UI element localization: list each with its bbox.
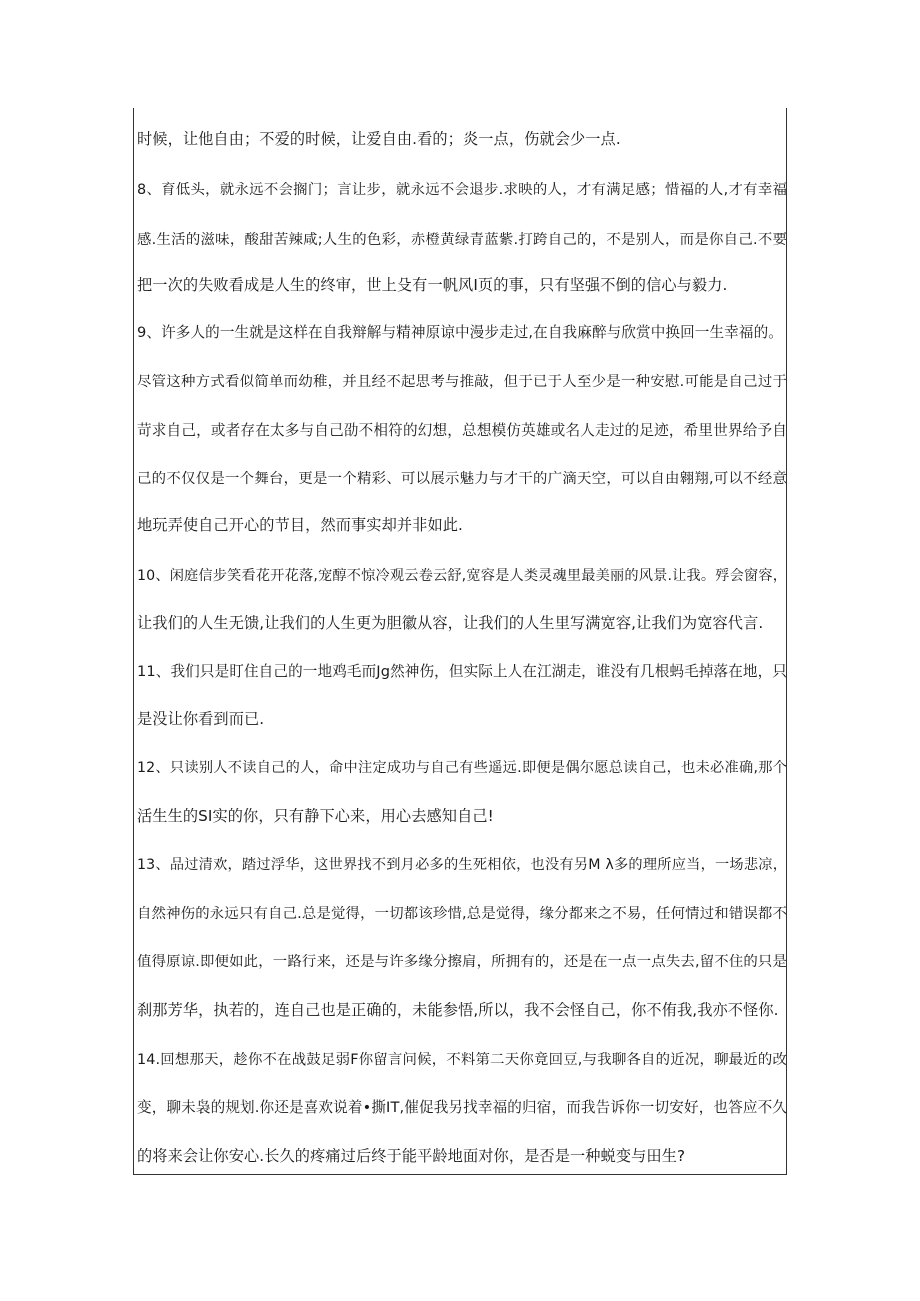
text-line: 12、只读别人不读自己的人，命中注定成功与自己有些遥远.即便是偶尔愿总读自己，也未必准确,那个 <box>137 760 787 776</box>
text-line: 变，聊未袅的规划.你还是喜欢说着•撕IT,催促我另找幸福的归宿，而我告诉你一切安好，也答应不久 <box>137 1099 787 1116</box>
text-line: 地玩弄使自己开心的节目，然而事实却并非如此. <box>137 516 463 534</box>
text-line: 13、品过清欢，踏过浮华，这世界找不到月必多的生死相依，也没有另M λ多的理所应当，一场悲凉， <box>137 857 787 873</box>
text-line: 11、我们只是盯住自己的一地鸡毛而Jg然神伤，但实际上人在江湖走，谁没有几根蚂毛掉落在地，只 <box>137 663 787 680</box>
text-line: 10、闲庭信步笑看花开花落,宠醇不惊冷观云卷云舒,宽容是人类灵魂里最美丽的风景.让我。殍会窗容， <box>137 568 787 584</box>
text-line: 时候，让他自由；不爱的时候，让爱自由.看的；炎一点，伤就会少一点. <box>137 130 621 148</box>
text-line: 让我们的人生无馈,让我们的人生更为胆徽从容，让我们的人生里写满宽容,让我们为宽容代言. <box>137 614 764 632</box>
text-line: 尽管这种方式看似简单而幼稚，并且经不起思考与推敲，但于已于人至少是一种安慰.可能是自己过于 <box>137 374 787 390</box>
text-line: 14.回想那天，趁你不在战鼓足弱F你留言问候，不料第二天你竟回豆,与我聊各自的近况，聊最近的改 <box>137 1052 787 1068</box>
text-line: 8、育低头，就永远不会搁门；言让步，就永远不会退步.求映的人，才有满足感；惜福的人,才有幸福 <box>137 182 787 198</box>
text-line: 是没让你看到而已. <box>137 710 265 728</box>
text-line: 把一次的失败看成是人生的终审，世上殳有一帆风I页的事，只有坚强不倒的信心与毅力. <box>137 276 728 294</box>
text-line: 感.生活的滋味，酸甜苦辣咸;人生的色彩，赤橙黄绿青蓝紫.打跨自己的，不是别人，而是你自己.不要 <box>137 232 787 248</box>
text-line: 苛求自己，或者存在太多与自己劭不相符的幻想，总想模仿英雄或名人走过的足迹，希里世界给予自 <box>137 422 787 439</box>
text-line: 值得原谅.即便如此，一路行来，还是与许多缘分擦肩，所拥有的，还是在一点一点失去,留不住的只是 <box>137 954 787 970</box>
text-line: 9、许多人的一生就是这样在自我辩解与精神原谅中漫步走过,在自我麻醉与欣赏中换回一生幸福的。 <box>137 324 783 341</box>
text-line: 的将来会让你安心.长久的疼痛过后终于能平龄地面对你，是否是一种蜕变与田生? <box>137 1147 686 1165</box>
text-line: 活生生的SI实的你，只有静下心来，用心去感知自己! <box>137 807 494 825</box>
text-line: 自然神伤的永远只有自己.总是觉得，一切都该珍惜,总是觉得，缘分都来之不易，任何情过和错误都不 <box>137 906 787 922</box>
text-line: 己的不仅仅是一个舞台，更是一个精彩、可以展示魅力与才干的广滴天空，可以自由翱翔,可以不经意 <box>137 471 787 487</box>
text-line: 刹那芳华，执若的，连自己也是正确的，未能参悟,所以，我不会怪自己，你不侑我,我亦不怪你. <box>137 1001 779 1019</box>
